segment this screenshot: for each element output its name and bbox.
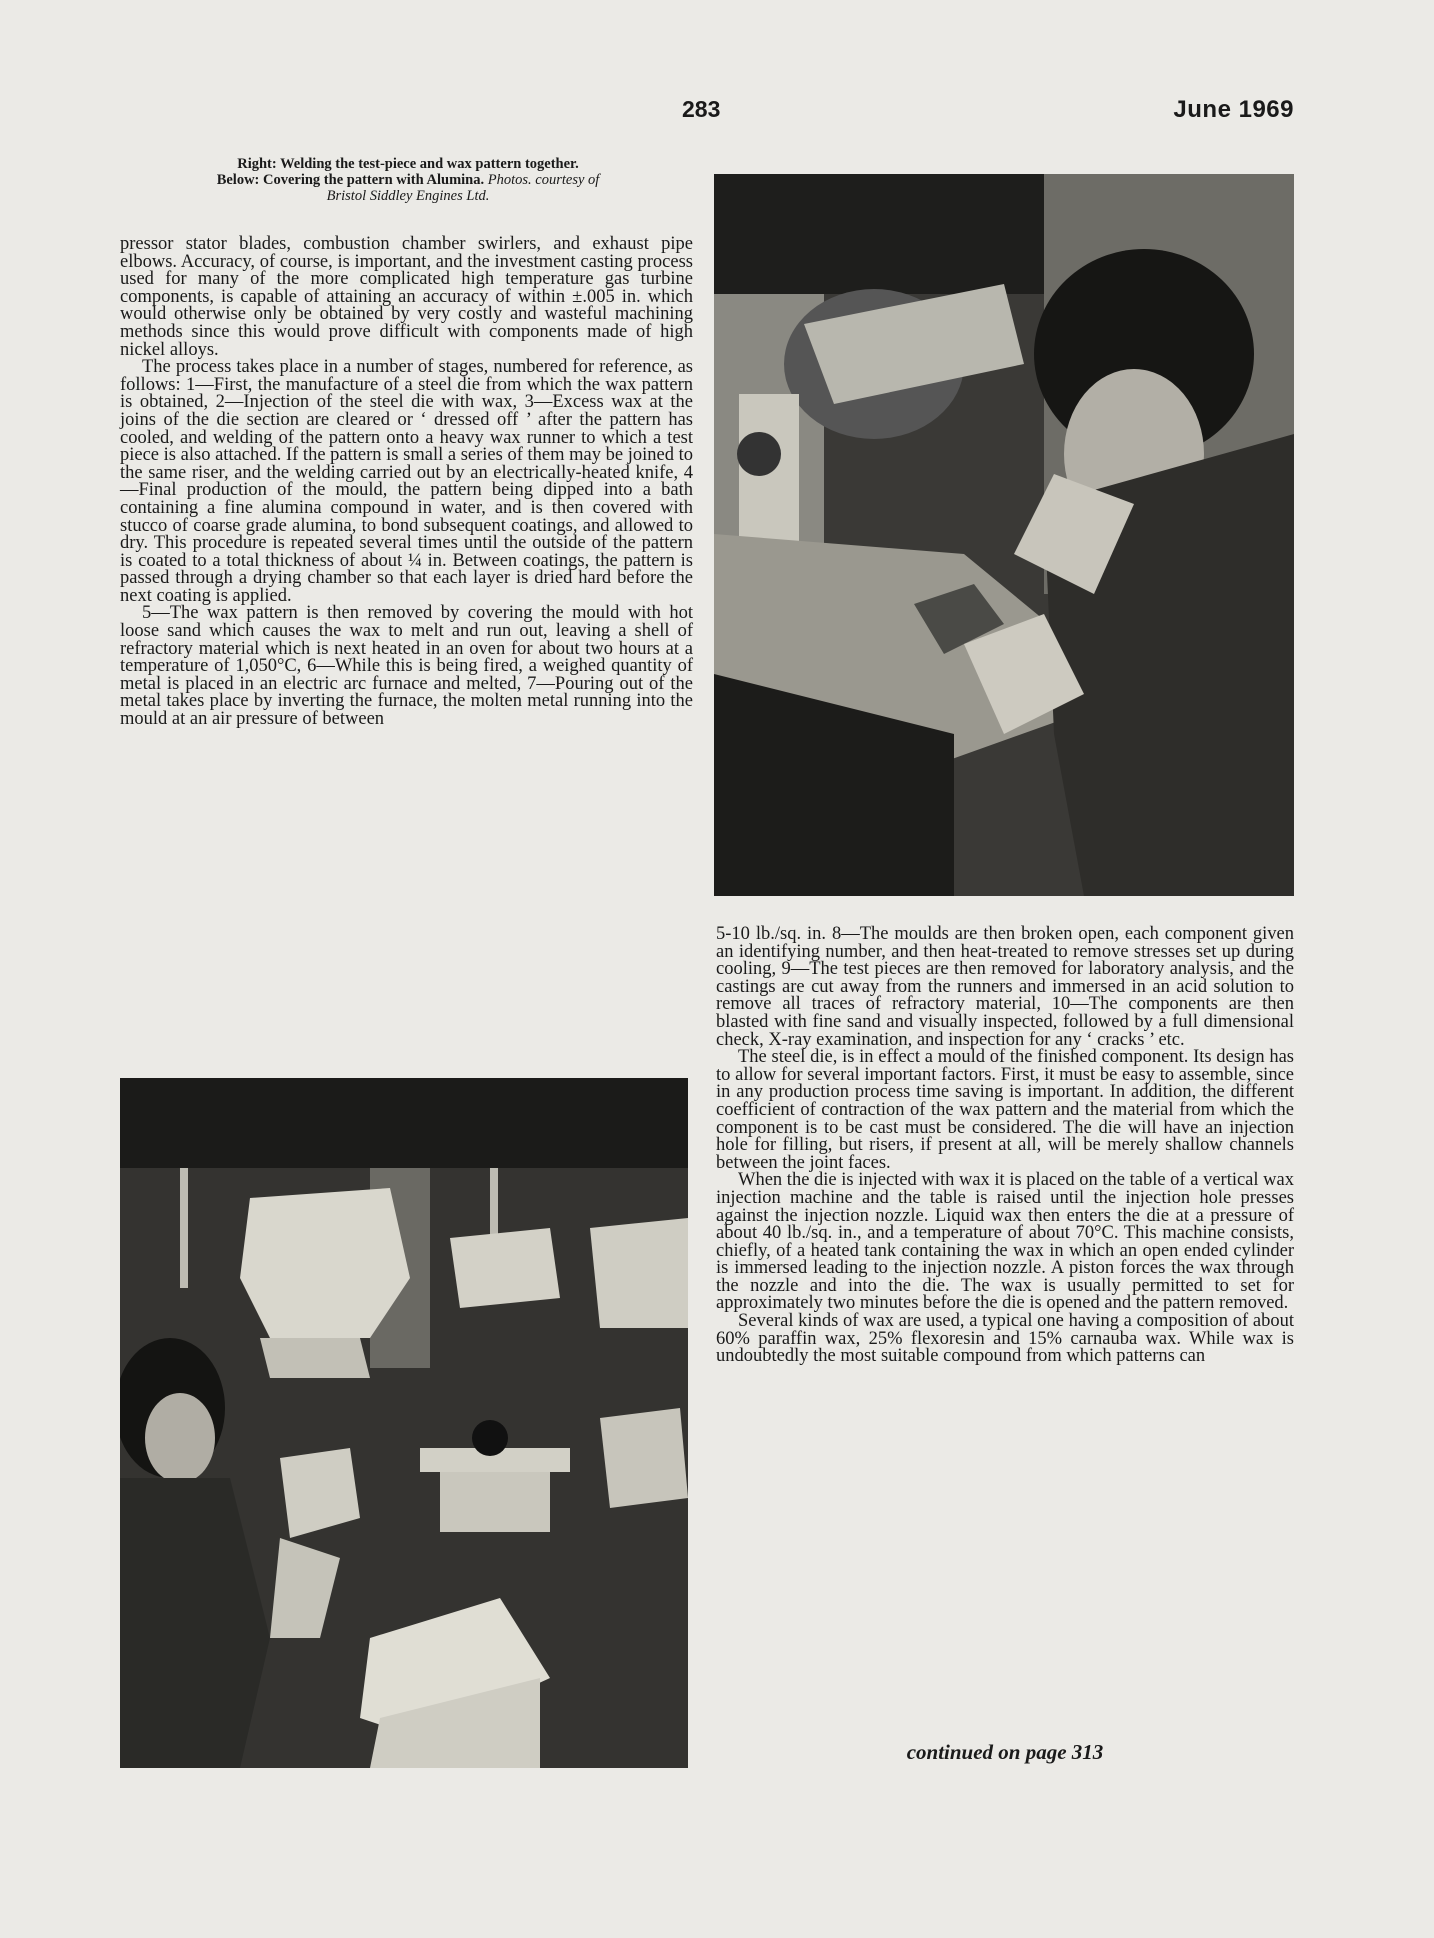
issue-date: June 1969 — [1173, 96, 1294, 123]
paragraph: When the die is injected with wax it is placed on the table of a vertical wax injection machine and the table is raised until the injection hole presses against the injection nozzle. Liquid wax then enters the die at a pressure of about 40 lb./sq. in., and a temperature of about 70°C. This machine consists, chiefly, of a heated tank containing the wax in which an open ended cylinder is immersed leading to the injection nozzle. A piston forces the wax through the nozzle and into the die. The wax is usually permitted to set for approximately two minutes before the die is opened and the pattern removed. — [716, 1170, 1294, 1314]
paragraph: 5-10 lb./sq. in. 8—The moulds are then broken open, each component given an identifying number, and then heat-treated to remove stresses set up during cooling, 9—The test pieces are then removed for laboratory analysis, and the castings are cut away from the runners and immersed in an acid solution to remove all traces of refractory material, 10—The components are then blasted with fine sand and visually inspected, followed by a full dimensional check, X-ray examination, and inspection for any ‘ cracks ’ etc. — [716, 924, 1294, 1050]
page-number: 283 — [682, 96, 721, 122]
paragraph: Several kinds of wax are used, a typical one having a composition of about 60% paraffin wax, 25% flexoresin and 15% carnauba wax. While wax is undoubtedly the most suitable compound from which patterns can — [716, 1311, 1294, 1367]
left-column-text — [120, 236, 693, 729]
paragraph: The steel die, is in effect a mould of the finished component. Its design has to allow for several important factors. First, it must be easy to assemble, since in any production process time saving is important. In addition, the different coefficient of contraction of the wax pattern and the material from which the component is to be cast must be considered. The die will have an injection hole for filling, but risers, if present at all, will be merely shallow channels between the joint faces. — [716, 1047, 1294, 1173]
caption-credit: Photos. courtesy of — [487, 172, 600, 188]
paragraph: The process takes place in a number of stages, numbered for reference, as follows: 1—First, the manufacture of a steel die from which the wax pattern is obtained, 2—Injection of the steel die with wax, 3—Excess wax at the joins of the die section are cleared or ‘ dressed off ’ after the pattern has cooled, and welding of the pattern onto a heavy wax runner to which a test piece is also attached. If the pattern is small a series of them may be joined to the same riser, and the welding carried out by an electrically-heated knife, 4—Final production of the mould, the pattern being dipped into a bath containing a fine alumina compound in water, and is then covered with stucco of coarse grade alumina, to bond subsequent coatings, and allowed to dry. This procedure is repeated several times until the outside of the pattern is coated to a total thickness of about ¼ in. Between coatings, the pattern is passed through a drying chamber so that each layer is dried hard before the next coating is applied. — [120, 357, 693, 606]
caption-credit-company: Bristol Siddley Engines Ltd. — [326, 188, 490, 204]
caption-line-1: Right: Welding the test-piece and wax pattern together. — [237, 156, 579, 172]
continued-link[interactable]: continued on page 313 — [906, 1740, 1104, 1764]
photo-caption — [118, 156, 698, 204]
paragraph: 5—The wax pattern is then removed by covering the mould with hot loose sand which causes the wax to melt and run out, leaving a shell of refractory material which is next heated in an oven for about two hours at a temperature of 1,050°C, 6—While this is being fired, a weighed quantity of metal is placed in an electric arc furnace and melted, 7—Pouring out of the metal takes place by inverting the furnace, the molten metal running into the mould at an air pressure of between — [120, 603, 693, 730]
paragraph: pressor stator blades, combustion chamber swirlers, and exhaust pipe elbows. Accuracy, of course, is important, and the investment casting process used for many of the more complicated high temperature gas turbine components, is capable of attaining an accuracy of within ±.005 in. which would otherwise only be obtained by very costly and wasteful machining methods since this would prove difficult with components made of high nickel alloys. — [120, 234, 693, 360]
photo-alumina-coating — [120, 1078, 688, 1768]
photo-welding — [714, 174, 1294, 896]
caption-line-2: Below: Covering the pattern with Alumina. — [216, 172, 485, 188]
right-column-text — [716, 926, 1294, 1366]
